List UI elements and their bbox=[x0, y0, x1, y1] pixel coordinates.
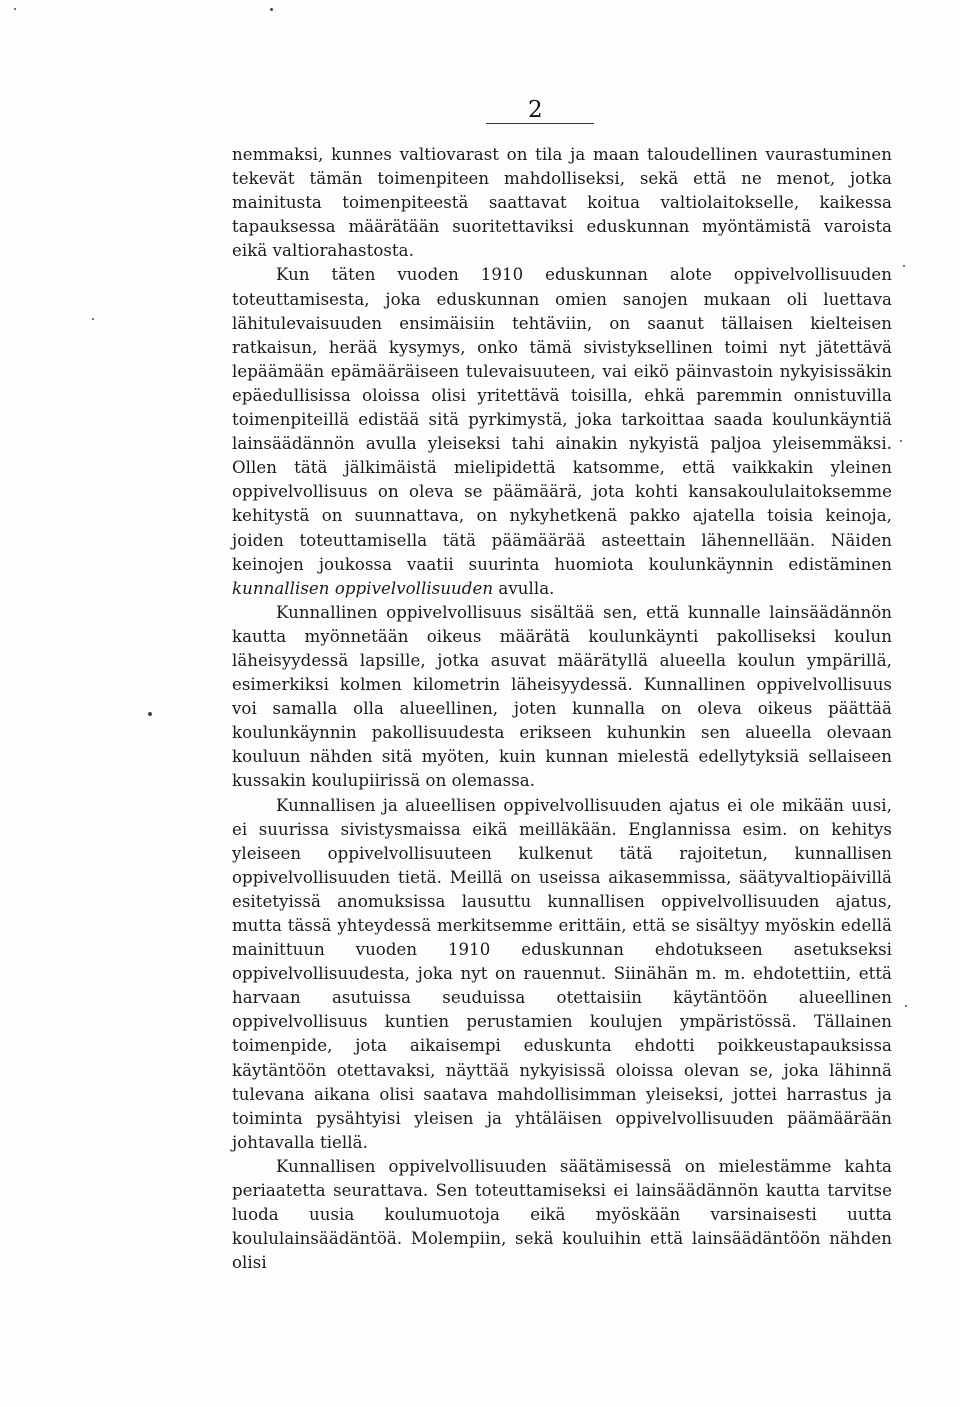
scan-speck bbox=[148, 712, 152, 716]
paragraph-text: Kunnallinen oppivelvollisuus sisältää sen, että kunnalle lainsäädännön kautta myönnetään oikeus määrätä koulunkäynti pakolliseksi koulun läheisyydessä lapsille, jotka asuvat määrätyllä alueella koulun ympärillä, esimerkiksi kolmen kilometrin läheisyydessä. Kunnallinen oppivelvollisuus voi samalla olla alueellinen, joten kunnalla on oleva oikeus päättää koulunkäynnin pakollisuudesta erikseen kuhunkin sen alueella olevaan kouluun nähden sitä myöten, kuin kunnan mielestä edellytyksiä sellaiseen kussakin koulupiirissä on olemassa. bbox=[232, 602, 892, 791]
header-rule bbox=[486, 123, 594, 124]
paragraph-2 bbox=[232, 263, 892, 600]
scan-speck bbox=[92, 318, 94, 320]
paragraph-1 bbox=[232, 143, 892, 263]
paragraph-text: Kunnallisen oppivelvollisuuden säätämisessä on mielestämme kahta periaatetta seurattava. Sen toteuttamiseksi ei lainsäädännön kautta tarvitse luoda uusia koulumuotoja eikä myöskään varsinaisesti uutta koululainsäädäntöä. Molempiin, sekä kouluihin että lainsäädäntöön nähden olisi bbox=[232, 1156, 892, 1273]
paragraph-text: nemmaksi, kunnes valtiovarast on tila ja maan taloudellinen vaurastuminen tekevät tämän toimenpiteen mahdolliseksi, sekä että ne menot, jotka mainitusta toimenpiteestä saattavat koitua valtiolaitokselle, kaikessa tapauksessa määrätään suoritettaviksi eduskunnan myöntämistä varoista eikä valtiorahastosta. bbox=[232, 145, 892, 261]
paragraph-text: Kunnallisen ja alueellisen oppivelvollisuuden ajatus ei ole mikään uusi, ei suurissa sivistysmaissa eikä meilläkään. Englannissa esim. on kehitys yleiseen oppivelvollisuuteen kulkenut tätä rajoitetun, kunnallisen oppivelvollisuuden tietä. Meillä on useissa aikasemmissa, säätyvaltiopäivillä esitetyissä anomuksissa lausuttu kunnallisen oppivelvollisuuden ajatus, mutta tässä yhteydessä merkitsemme erittäin, että se sisältyy myöskin edellä mainittuun vuoden 1910 eduskunnan ehdotukseen asetukseksi oppivelvollisuudesta, joka nyt on rauennut. Siinähän m. m. ehdotettiin, että harvaan asutuissa seuduissa otettaisiin käytäntöön alueellinen oppivelvollisuus kuntien perustamien koulujen ympäristössä. Tällainen toimenpide, jota aikaisempi eduskunta ehdotti poikkeustapauksissa käytäntöön otettavaksi, näyttää nykyisissä oloissa olevan se, joka lähinnä tulevana aikana olisi saatava mahdollisimman yleiseksi, jottei harrastus ja toiminta pysähtyisi yleisen ja yhtäläisen oppivelvollisuuden päämäärään johtavalla tiellä. bbox=[232, 795, 892, 1152]
paragraph-5 bbox=[232, 1155, 892, 1275]
emphasis-term: kunnallisen oppivelvollisuuden bbox=[232, 578, 494, 598]
scan-speck bbox=[900, 440, 902, 442]
body-text bbox=[232, 143, 892, 1275]
paragraph-tail: avulla. bbox=[493, 578, 555, 598]
paragraph-3 bbox=[232, 601, 892, 794]
paragraph-text: Kun täten vuoden 1910 eduskunnan alote oppivelvollisuuden toteuttamisesta, joka eduskunnan omien sanojen mukaan oli luettava lähitulevaisuuden ensimäisiin tehtäviin, on saanut tällaisen kielteisen ratkaisun, herää kysymys, onko tämä sivistyksellinen toimi nyt jätettävä lepäämään epämääräiseen tulevaisuuteen, vai eikö päinvastoin nykyisissäkin epäedullisissa oloissa olisi yritettävä toisilla, ehkä paremmin onnistuvilla toimenpiteillä edistää sitä pyrkimystä, joka tarkoittaa saada koulunkäyntiä lainsäädännön avulla yleiseksi tahi ainakin nykyistä paljoa yleisemmäksi. Ollen tätä jälkimäistä mielipidettä katsomme, että vaikkakin yleinen oppivelvollisuus on oleva se päämäärä, jota kohti kansakoululaitoksemme kehitystä on suunnattava, on nykyhetkenä pakko ajatella toisia keinoja, joiden toteuttamisella tätä päämäärää asteettain lähennellään. Näiden keinojen joukossa vaatii suurinta huomiota koulunkäynnin edistäminen bbox=[232, 265, 892, 574]
scan-speck bbox=[14, 8, 16, 10]
scan-speck bbox=[905, 1005, 907, 1007]
scan-speck bbox=[903, 265, 905, 267]
page-number: 2 bbox=[528, 97, 543, 123]
scan-speck bbox=[270, 8, 273, 11]
paragraph-4 bbox=[232, 794, 892, 1155]
